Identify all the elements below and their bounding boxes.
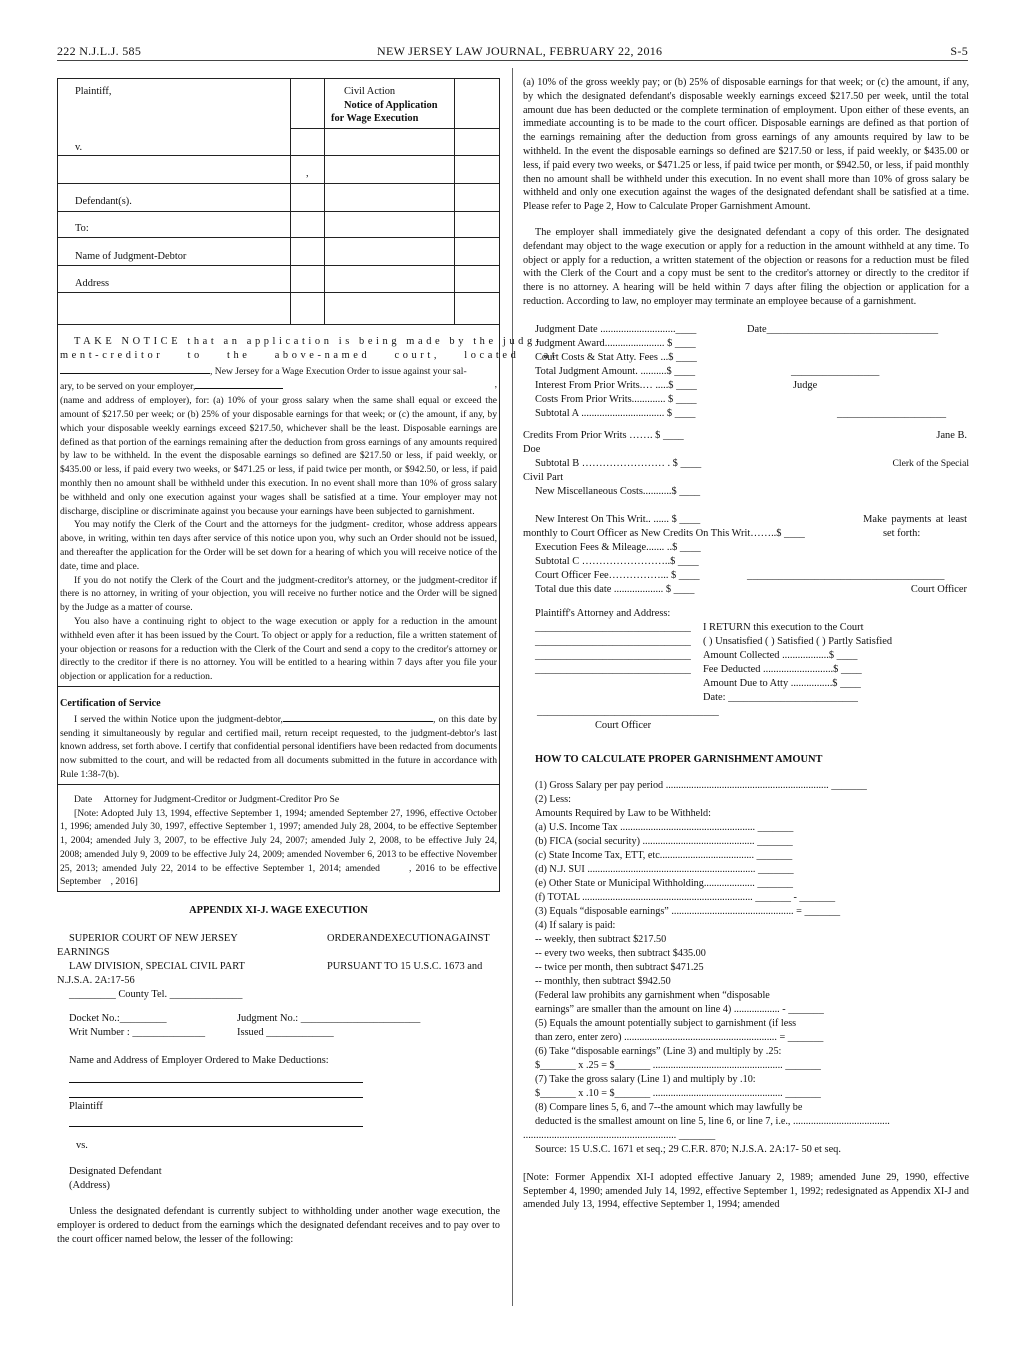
notice-para-3: If you do not notify the Clerk of the Court and the judgment-creditor's attorney, or the judgment-creditor if there is no attorney, in writing of your objection, you will receive no further notice and the Order will be signed by the Judge as a matter of course. [60,574,497,614]
notice-line-1: TAKE NOTICE that an application is being made by the judg- [74,336,543,347]
court-name: SUPERIOR COURT OF NEW JERSEY [69,933,238,945]
court-officer-label: Court Officer [910,583,967,595]
officer-line-2: ___________________________________ [537,705,719,717]
notice-line-3: , New Jersey for a Wage Execution Order to issue against your sal- [210,365,467,377]
monthly-credits: monthly to Court Officer as New Credits On This Writ……..$ ____ [523,527,805,539]
caption-row-line [58,183,499,184]
journal-title: NEW JERSEY LAW JOURNAL, FEBRUARY 22, 2016 [377,44,663,58]
caption-row-line [58,237,499,238]
interest-block [523,513,969,541]
source-line: Source: 15 U.S.C. 1671 et seq.; 29 C.F.R. 870; N.J.S.A. 2A:17- 50 et seq. [535,1143,841,1155]
docket-row [57,1012,500,1026]
return-block [523,621,969,705]
calc-line: (6) Take “disposable earnings” (Line 3) and multiply by .25: [535,1045,782,1057]
caption-divider [324,79,325,324]
versus-label: v. [75,142,83,153]
date-box [57,785,500,893]
docket-field: Docket No.:_________ [69,1013,167,1025]
return-line: I RETURN this execution to the Court [703,621,864,633]
right-para-1: (a) 10% of the gross weekly pay; or (b) 25% of disposable earnings for that week; or (c) the amount, if any, by which the designated defendant's disposable weekly earnings exceed $217.50 per week, until the total amount due has been deducted or the complete termination of employment. Upon either of these events, an immediate accounting is to be made to the court officer. Disposable earnings are defined as that portion of the earnings remaining after the deduction from gross earnings of any amounts required by law to be withheld. In the event the disposable earnings so defined are $217.50 or less, if paid weekly, or $435.00 or less, if paid every two weeks, or $471.25 or less, if paid twice per month, or $942.50, or less, if paid monthly then no amount shall be withheld under this execution. In no event shall more than 10% of gross salary be withheld and only one execution against the wages of the designated defendant shall be satisfied at a time. Please refer to Page 2, How to Calculate Proper Garnishment Amount. [523,77,969,213]
address-label: Address [75,278,110,289]
writ-row [57,1026,500,1040]
ledger-row: Court Costs & Stat Atty. Fees ...$ ____ [535,351,697,363]
designated-defendant-label: Designated Defendant [69,1166,162,1178]
address-row [57,1179,500,1193]
calc-line: (7) Take the gross salary (Line 1) and multiply by .10: [535,1073,756,1085]
return-line: Amount Due to Atty ................$ ____ [703,677,861,689]
certification-box [57,687,500,785]
unless-paragraph: Unless the designated defendant is currently subject to withholding under another wage execution, the employer is ordered to deduct from the earnings which the designated defendant receives and to pay over to the court officer named below, the lesser of the following: [57,1206,500,1245]
attorney-blank: ______________________________ [535,649,691,661]
plaintiff-label: Plaintiff, [75,86,112,97]
county-field: _________ County Tel. ______________ [69,989,243,1001]
civil-part: Civil Part [523,471,564,483]
calc-line: -- monthly, then subtract $942.50 [535,975,671,987]
notice-line-4: ary, to be served on your employer, [60,381,196,393]
page-header [57,44,968,60]
appendix-title: APPENDIX XI-J. WAGE EXECUTION [189,905,368,917]
plaintiff-line [69,1116,363,1127]
calc-list [523,779,969,1129]
subtotal-b: Subtotal B …………………… . $ ____ [535,457,702,469]
civil-action-label: Civil Action [344,86,396,97]
caption-divider [290,79,291,324]
right-column [523,76,969,1212]
calc-line: (c) State Income Tax, ETT, etc..................................... _______ [535,849,793,861]
ledger-row: Total Judgment Amount. ..........$ ____ [535,365,696,377]
calc-line: (f) TOTAL ................................................................... _______ - _______ [535,891,836,903]
calc-line: (1) Gross Salary per pay period ................................................................ _______ [535,779,867,791]
earnings-label: EARNINGS [57,947,110,959]
make-payments: Make payments at least [863,513,967,525]
clerk-last-name: Doe [523,443,541,455]
court-division: LAW DIVISION, SPECIAL CIVIL PART [69,961,245,973]
certification-title: Certification of Service [60,697,161,709]
certification-text-b: , on this date by sending it simultaneously by regular and certified mail, return receipt requested, to the judgment-debtor's last known address, set forth above. I certify that confidential personal identifiers have been redacted from documents now submitted to the court, and will be redacted from all documents submitted in the future in accordance with Rule 1:38-7(b). [60,713,497,780]
ledger-block [523,323,969,429]
calc-line: (8) Compare lines 5, 6, and 7--the amount which may lawfully be [535,1101,803,1113]
njsa-row [57,974,500,988]
issued-field: Issued _____________ [237,1027,334,1039]
court-row-2 [57,960,500,974]
order-title: ORDERANDEXECUTIONAGAINST [327,933,490,945]
calc-line: (a) U.S. Income Tax ..................................................... _______ [535,821,794,833]
calc-line: (e) Other State or Municipal Withholding.................... _______ [535,877,794,889]
writ-number-field: Writ Number : ______________ [69,1027,206,1039]
credits-block [523,429,969,485]
citation: 222 N.J.L.J. 585 [57,44,142,58]
judgment-number-field: Judgment No.: _______________________ [237,1013,421,1025]
calc-line: $_______ x .25 = $_______ ................................................... _______ [535,1059,821,1071]
calc-line: -- every two weeks, then subtract $435.00 [535,947,706,959]
ledger-row: Subtotal A ................................ $ ____ [535,407,696,419]
court-row-1 [57,932,500,946]
earnings-row [57,946,500,960]
clerk-signature-line: _____________________ [837,407,947,419]
return-line: Amount Collected ..................$ ____ [703,649,858,661]
calc-line: -- twice per month, then subtract $471.25 [535,961,704,973]
notice-para-4: You also have a continuing right to object to the wage execution or apply for a reduction in the amount withheld even after it has been issued by the Court. To object or apply for a reduction, file a written statement of your objection or reasons for a reduction with the Clerk of the Court and send a copy to the creditor's attorney or directly to the creditor if there is no attorney. You will be entitled to a hearing within 7 days after you file your objection or application for a reduction. [60,615,497,683]
county-row [57,988,500,1002]
howto-title: HOW TO CALCULATE PROPER GARNISHMENT AMOUNT [535,753,823,765]
employer-label: Name and Address of Employer Ordered to Make Deductions: [69,1055,329,1067]
adoption-note: [Note: Adopted July 13, 1994, effective September 1, 1994; amended September 27, 1996, effective October 1, 1996; amended July 30, 1997, effective September 1, 1997; amended July 28, 2004, to be effective September 1, 2004; amended July 3, 2007, to be effective July 24, 2007; amended July 2, 2008, to be effective July 24, 2008; amended July 9, 2009 to be effective July 24, 2009; amended November 6, 2013 to be effective November 25, 2013; amended July 22, 2014 to be effective September 1, 2014; amended , 2016 to be effective September , 2016] [60,807,500,888]
attorney-blank: ______________________________ [535,621,691,633]
caption-comma: , [306,168,309,179]
notice-line-2: ment-creditor to the above-named court, located at [60,349,559,361]
employer-line [69,1087,363,1098]
caption-divider [454,79,455,324]
court-officer-label-2: Court Officer [595,719,652,731]
ledger-row: Judgment Date .............................____ [535,323,697,335]
judgment-debtor-label: Name of Judgment-Debtor [75,251,187,262]
caption-row-line [58,155,499,156]
to-label: To: [75,223,89,234]
header-rule [57,60,968,61]
ledger2-row: Total due this date ................... $ ____ [535,583,695,595]
caption-table [57,78,500,325]
calc-line: -- weekly, then subtract $217.50 [535,933,667,945]
calc-line: (b) FICA (social security) ............................................ _______ [535,835,793,847]
attorney-blank: ______________________________ [535,635,691,647]
plaintiff-row [57,1100,500,1114]
calc-line: (5) Equals the amount potentially subject to garnishment (if less [535,1017,797,1029]
credits-prior-writs: Credits From Prior Writs ……. $ ____ [523,429,684,441]
return-line: Date: _________________________ [703,691,858,703]
page-number: S-5 [950,44,968,58]
calc-line: $_______ x .10 = $_______ ................................................... _______ [535,1087,821,1099]
clerk-first-name: Jane B. [936,429,967,441]
ledger2-row: Execution Fees & Mileage....... ..$ ____ [535,541,701,553]
ledger2-block [523,541,969,597]
return-line: Fee Deducted ...........................$ ____ [703,663,862,675]
notice-para-2: You may notify the Clerk of the Court and the attorneys for the judgment- creditor, whose address appears above, in writing, within ten days after service of this notice upon you, why such an Order should not be issued, and thereafter the application for the Order will be set down for a hearing of which you will receive notice of the date, time and place. [60,519,497,572]
right-note: [Note: Former Appendix XI-I adopted effective January 2, 1989; amended June 29, 1990, effective September 4, 1990; amended July 14, 1992, effective September 1, 1992; redesignated as Appendix XI-J and amended July 13, 1994, effective September 1, 1994; amended [523,1171,969,1211]
set-forth: set forth: [883,527,921,539]
ledger-list [535,323,735,421]
calc-line: deducted is the smallest amount on line 5, line 6, or line 7, i.e., ...................................... [535,1115,890,1127]
caption-row-line [58,292,499,293]
ledger-row: Costs From Prior Writs............. $ ____ [535,393,697,405]
calc-line: Amounts Required by Law to be Withheld: [535,807,711,819]
caption-row-line [290,128,499,129]
calc-end: ........................................................... _______ [523,1129,716,1141]
statute-ref: PURSUANT TO 15 U.S.C. 1673 and [327,961,483,973]
defendants-label: Defendant(s). [75,196,132,207]
date-attorney-line: Date Attorney for Judgment-Creditor or Judgment-Creditor Pro Se [74,793,340,805]
designated-address-label: (Address) [69,1180,110,1192]
judge-label: Judge [793,379,818,391]
certification-text-a: I served the within Notice upon the judgment-debtor, [74,713,283,725]
column-divider [512,68,513,1306]
notice-title-2: for Wage Execution [331,113,419,124]
notice-para-1: (name and address of employer), for: (a) 10% of your gross salary when the same shall equal or exceed the amount of $217.50 per week; or (b) 25% of your disposable earnings for that week; or (c) the amount, if any, by which your disposable weekly earnings exceed $217.50, whichever shall be the least. Disposable earnings are defined as that portion of the earnings remaining after the deduction from gross earnings of any amounts required by law to be withheld. In the event the disposable earnings so defined are $217.50 or less, if paid weekly, or $435.00 or less, if paid every two weeks, or $471.25 or less, if paid twice per month, or $942.50, or less, if paid monthly then no amount shall be withheld under this execution. In no event shall more than 10% of gross salary be withheld and only one execution against your wages shall be satisfied at a time. Your employer may not discharge, discipline or discriminate against you because your earnings have been subjected to garnishment. [60,395,497,517]
date-line: Date_________________________________ [747,323,939,335]
calc-line: than zero, enter zero) ............................................................ = _______ [535,1031,824,1043]
calc-line: (3) Equals “disposable earnings” ................................................ = _______ [535,905,841,917]
ledger-row: Interest From Prior Writs.… .....$ ____ [535,379,697,391]
calc-line: earnings” are smaller than the amount on line 4) .................. - _______ [535,1003,824,1015]
vs-row [57,1139,500,1153]
ledger2-row: Subtotal C ……………………..$ ____ [535,555,699,567]
new-interest: New Interest On This Writ.. ...... $ ____ [535,513,701,525]
vs-label: vs. [76,1140,88,1152]
ledger-row: Judgment Award....................... $ ____ [535,337,696,349]
new-misc-costs: New Miscellaneous Costs...........$ ____ [535,485,701,497]
clerk-title: Clerk of the Special [892,457,969,469]
right-para-2: The employer shall immediately give the designated defendant a copy of this order. The designated defendant may object to the wage execution or apply for a reduction in the amount withheld at any time. To object or apply for a reduction, a written statement of the objection or reasons for a reduction must be filed with the Clerk of the Court and a copy must be sent to the creditor's attorney or directly to the creditor if there is no attorney. A hearing will be held within 7 days after filing the objection or application for a reduction. According to law, no employer may terminate an employee because of a garnishment. [523,226,969,307]
employer-row [57,1054,500,1068]
judge-signature-line: _________________ [791,365,880,377]
notice-line-4-end: , [494,379,497,391]
caption-row-line [58,265,499,266]
njsa-ref: N.J.S.A. 2A:17-56 [57,975,135,987]
calc-line: (d) N.J. SUI .................................................................. _______ [535,863,794,875]
caption-row-line [58,211,499,212]
designated-row [57,1165,500,1179]
attorney-label: Plaintiff's Attorney and Address: [535,607,671,619]
calc-line: (2) Less: [535,793,571,805]
return-line: ( ) Unsatisfied ( ) Satisfied ( ) Partly Satisfied [703,635,893,647]
location-blank [60,363,210,374]
debtor-blank [283,711,433,722]
employer-line [69,1072,363,1083]
calc-line: (4) If salary is paid: [535,919,616,931]
notice-title: Notice of Application [344,100,438,111]
calc-line: (Federal law prohibits any garnishment when “disposable [535,989,770,1001]
appendix-plaintiff-label: Plaintiff [69,1101,103,1113]
attorney-blank: ______________________________ [535,663,691,675]
employer-blank [195,378,283,389]
ledger2-row: Court Officer Fee……………... $ ____ [535,569,700,581]
court-officer-line: ______________________________________ [747,569,945,581]
